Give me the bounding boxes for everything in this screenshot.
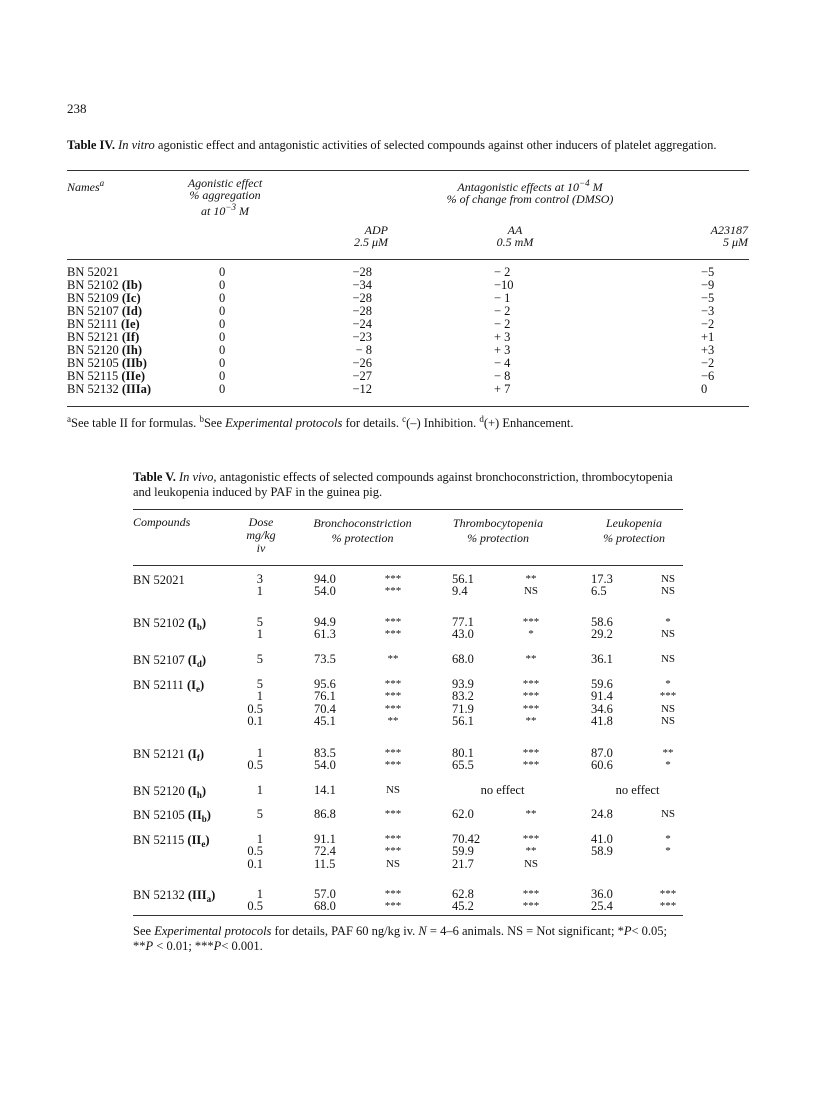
- table5-leuko-value: 24.8: [591, 807, 613, 821]
- table4-col-antagonistic: Antagonistic effects at $10^{-4}$ M % of change from control (DMSO): [446, 178, 614, 206]
- table4-a23187-value: +1: [701, 330, 715, 344]
- table5-thrombo-significance: *: [528, 628, 534, 641]
- table4-compound-name: BN 52120 (Ih): [67, 343, 143, 357]
- table4-adp-value: −24: [352, 317, 372, 331]
- table4-adp-value: −28: [352, 304, 372, 318]
- table5-dose-value: 5: [256, 677, 263, 691]
- table5-broncho-value: 72.4: [314, 844, 336, 859]
- table5-leuko-significance: NS: [660, 585, 676, 598]
- table5-leuko-significance: ***: [659, 900, 677, 913]
- table5-leuko-no-effect: no effect: [615, 783, 660, 797]
- table5-col-broncho: Bronchoconstriction % protection: [313, 516, 412, 545]
- table5-broncho-value: 91.1: [314, 832, 336, 846]
- table5-leuko-value: 58.9: [591, 844, 613, 859]
- table4-compound-name: BN 52132 (IIIa): [67, 382, 152, 396]
- table5-thrombo-value: 43.0: [452, 627, 474, 642]
- table5-leuko-value: 60.6: [591, 758, 613, 773]
- table5-thrombo-value: 62.0: [452, 807, 474, 821]
- table5-broncho-significance: ***: [384, 900, 402, 913]
- table5-compound-name: BN 52021: [133, 573, 185, 587]
- table5-leuko-significance: NS: [660, 808, 676, 820]
- table4-bottom-rule: [67, 406, 749, 407]
- table5-thrombo-significance: ***: [522, 900, 540, 913]
- table5-dose-value: 3: [256, 572, 263, 586]
- table5-col-thrombo: Thrombocytopenia % protection: [452, 516, 544, 545]
- table5-leuko-significance: *: [665, 759, 671, 772]
- table5-compound-name: BN 52115 $(II_e)$: [133, 833, 210, 849]
- table4-caption-italic: In vitro: [118, 138, 155, 152]
- table5-compound-name: BN 52120 $(I_h)$: [133, 784, 207, 800]
- table4-adp-value: −28: [352, 265, 372, 279]
- table4-adp-value: −26: [352, 356, 372, 370]
- table4-compound-name: BN 52021: [67, 265, 119, 279]
- table5-caption-italic: In vivo,: [178, 470, 217, 484]
- table5-broncho-significance: ***: [384, 690, 402, 703]
- table4-a23187-value: 0: [701, 382, 708, 396]
- table5-dose-value: 1: [256, 832, 263, 846]
- table5-thrombo-value: 62.8: [452, 887, 474, 901]
- table4-top-rule: [67, 170, 749, 171]
- table5-broncho-significance: NS: [385, 784, 401, 796]
- table4-adp-value: −23: [352, 330, 372, 344]
- table5-leuko-value: 6.5: [591, 584, 607, 599]
- table4-adp-value: −27: [352, 369, 372, 383]
- table5-dose-value: 5: [256, 615, 263, 629]
- table5-thrombo-significance: **: [525, 573, 537, 585]
- table5-thrombo-value: 93.9: [452, 677, 474, 691]
- table4-aa-value: − 2: [494, 317, 511, 331]
- table5-leuko-significance: *: [665, 833, 671, 845]
- table5-broncho-significance: ***: [384, 678, 402, 690]
- table4-a23187-value: −3: [701, 304, 715, 318]
- table4-compound-name: BN 52107 (Id): [67, 304, 143, 318]
- table5-thrombo-no-effect: no effect: [480, 783, 525, 797]
- table5-leuko-value: 41.8: [591, 713, 613, 728]
- table5-thrombo-value: 56.1: [452, 572, 474, 586]
- table4-adp-value: −12: [352, 382, 372, 396]
- table5-broncho-value: 73.5: [314, 652, 336, 666]
- table4-agonistic-value: 0: [219, 265, 226, 279]
- table5-thrombo-significance: **: [525, 714, 537, 727]
- table5-footnote: See Experimental protocols for details, PAF 60 ng/kg iv. N = 4–6 animals. NS = Not significant; *P< 0.05; **P < 0.01; ***P< 0.001.: [133, 924, 668, 953]
- table5-broncho-significance: ***: [384, 888, 402, 900]
- table5-compound-name: BN 52111 $(I_e)$: [133, 678, 205, 694]
- table5-broncho-significance: **: [387, 714, 399, 727]
- table5-dose-value: 0.5: [247, 899, 263, 914]
- table4-agonistic-value: 0: [219, 369, 226, 383]
- table4-aa-value: − 2: [494, 304, 511, 318]
- table5-compound-name: BN 52105 $(II_b)$: [133, 808, 211, 824]
- table5-broncho-value: 76.1: [314, 689, 336, 704]
- table4-compound-name: BN 52109 (Ic): [67, 291, 141, 305]
- table5-dose-value: 1: [256, 689, 263, 704]
- table4-agonistic-value: 0: [219, 291, 226, 305]
- table4-col-agonistic: Agonistic effect % aggregation at $10^{-3}$ M: [187, 176, 263, 218]
- table4-agonistic-value: 0: [219, 343, 226, 357]
- table4-a23187-value: +3: [701, 343, 715, 357]
- table5-leuko-significance: ***: [659, 690, 677, 703]
- table5-col-dose: Dose mg/kg iv: [246, 515, 276, 555]
- table5-thrombo-value: 65.5: [452, 758, 474, 773]
- table5-thrombo-significance: **: [525, 653, 537, 665]
- table5-thrombo-value: 56.1: [452, 713, 474, 728]
- table4-caption: [67, 138, 749, 153]
- table5-dose-value: 5: [256, 807, 263, 821]
- table5-broncho-value: 54.0: [314, 758, 336, 773]
- table4-a23187-value: −2: [701, 317, 715, 331]
- table5-leuko-value: 36.1: [591, 652, 613, 666]
- table5-thrombo-significance: ***: [522, 702, 540, 715]
- table4-a23187-value: −2: [701, 356, 715, 370]
- table5-thrombo-significance: NS: [523, 857, 539, 870]
- table4-subcol-a23187: A23187 5 μM: [710, 223, 748, 249]
- table5-leuko-significance: *: [665, 845, 671, 858]
- table4-compound-name: BN 52121 (If): [67, 330, 140, 344]
- table5-leuko-significance: **: [662, 747, 674, 759]
- table5-thrombo-value: 83.2: [452, 689, 474, 704]
- table5-dose-value: 0.1: [247, 713, 263, 728]
- table4-subcol-adp: ADP 2.5 μM: [353, 223, 388, 249]
- table5-leuko-value: 25.4: [591, 899, 613, 914]
- table4-compound-name: BN 52105 (IIb): [67, 356, 147, 370]
- table5-broncho-value: 94.9: [314, 615, 336, 629]
- table5-broncho-significance: ***: [384, 628, 402, 641]
- table4-aa-value: − 8: [494, 369, 511, 383]
- table5-leuko-value: 87.0: [591, 746, 613, 760]
- table5-compound-name: BN 52132 $(III_a)$: [133, 888, 216, 904]
- table5-broncho-significance: ***: [384, 616, 402, 628]
- table5-dose-value: 0.5: [247, 758, 263, 773]
- table5-broncho-significance: ***: [384, 573, 402, 585]
- table4-agonistic-value: 0: [219, 382, 226, 396]
- table4-aa-value: − 1: [494, 291, 511, 305]
- table5-leuko-value: 29.2: [591, 627, 613, 642]
- table4-a23187-value: −5: [701, 265, 715, 279]
- table5-leuko-value: 58.6: [591, 615, 613, 629]
- table5-broncho-value: 11.5: [314, 856, 336, 871]
- table5-thrombo-significance: ***: [522, 833, 540, 845]
- page-number: 238: [67, 101, 87, 116]
- table5-dose-value: 0.5: [247, 844, 263, 859]
- table5-broncho-value: 95.6: [314, 677, 336, 691]
- table5-leuko-value: 59.6: [591, 677, 613, 691]
- table4-agonistic-value: 0: [219, 317, 226, 331]
- table4-aa-value: + 3: [494, 343, 511, 357]
- table5-broncho-significance: ***: [384, 833, 402, 845]
- table4-a23187-value: −9: [701, 278, 715, 292]
- table5-broncho-significance: NS: [385, 857, 401, 870]
- table5-leuko-significance: NS: [660, 653, 676, 665]
- table5-leuko-significance: NS: [660, 573, 676, 585]
- table5-broncho-value: 94.0: [314, 572, 336, 586]
- table4-caption-label: Table IV.: [67, 138, 115, 152]
- table5-col-leuko: Leukopenia % protection: [603, 516, 665, 545]
- table5-broncho-significance: ***: [384, 747, 402, 759]
- table4-compound-name: BN 52111 (Ie): [67, 317, 140, 331]
- table4-aa-value: −10: [494, 278, 514, 292]
- table5-bottom-rule: [133, 915, 683, 916]
- table5-broncho-value: 14.1: [314, 783, 336, 797]
- table5-thrombo-significance: ***: [522, 759, 540, 772]
- table4-aa-value: + 7: [494, 382, 511, 396]
- table5-leuko-significance: ***: [659, 888, 677, 900]
- table5-leuko-significance: NS: [660, 702, 676, 715]
- table5-col-compounds: Compounds: [133, 515, 191, 529]
- table5-leuko-value: 36.0: [591, 887, 613, 901]
- table5-compound-name: BN 52102 $(I_b)$: [133, 616, 207, 632]
- table5-thrombo-significance: **: [525, 808, 537, 820]
- table4-compound-name: BN 52115 (IIe): [67, 369, 146, 383]
- table4-subcol-aa: AA 0.5 mM: [496, 223, 534, 249]
- table5-thrombo-value: 68.0: [452, 652, 474, 666]
- table5-leuko-value: 91.4: [591, 689, 613, 704]
- table5-leuko-value: 34.6: [591, 701, 613, 716]
- table5-dose-value: 1: [256, 887, 263, 901]
- table5-top-rule: [133, 509, 683, 510]
- table5-thrombo-significance: **: [525, 845, 537, 858]
- table5-thrombo-value: 77.1: [452, 615, 474, 629]
- table5-leuko-significance: NS: [660, 628, 676, 641]
- table4-adp-value: −28: [352, 291, 372, 305]
- table4-compound-name: BN 52102 (Ib): [67, 278, 143, 292]
- table4-caption-text: agonistic effect and antagonistic activities of selected compounds against other inducers of platelet aggregation.: [157, 138, 717, 152]
- table5-leuko-significance: *: [665, 678, 671, 690]
- table5-broncho-significance: ***: [384, 585, 402, 598]
- table5-thrombo-significance: ***: [522, 678, 540, 690]
- table5-caption-text: antagonistic effects of selected compounds against bronchoconstriction, thrombocytopenia and leukopenia induced by PAF in the guinea pig.: [133, 470, 673, 499]
- table5-broncho-value: 83.5: [314, 746, 336, 760]
- table4-adp-value: −34: [352, 278, 372, 292]
- table5-thrombo-value: 21.7: [452, 856, 474, 871]
- table4-aa-value: + 3: [494, 330, 511, 344]
- table5-dose-value: 5: [256, 652, 263, 666]
- table4-footnote: $^a$See table II for formulas. $^b$See Experimental protocols for details. $^c$(–) Inhibition. $^d$(+) Enhancement.: [67, 414, 574, 430]
- table5-broncho-significance: ***: [384, 759, 402, 772]
- table5-caption: [133, 470, 683, 500]
- table5-broncho-significance: **: [387, 653, 399, 665]
- table5-leuko-significance: *: [665, 616, 671, 628]
- table5-thrombo-significance: ***: [522, 690, 540, 703]
- table5-dose-value: 1: [256, 746, 263, 760]
- table5-thrombo-value: 59.9: [452, 844, 474, 859]
- table4-agonistic-value: 0: [219, 356, 226, 370]
- table5-leuko-significance: NS: [660, 714, 676, 727]
- table5-thrombo-significance: ***: [522, 888, 540, 900]
- table5-broncho-significance: ***: [384, 845, 402, 858]
- table5-thrombo-significance: ***: [522, 616, 540, 628]
- table5-header-rule: [133, 565, 683, 566]
- table5-thrombo-significance: ***: [522, 747, 540, 759]
- table5-broncho-value: 45.1: [314, 713, 336, 728]
- table4-header-rule: [67, 259, 749, 260]
- table5-caption-label: Table V.: [133, 470, 176, 484]
- table5-dose-value: 1: [256, 584, 263, 599]
- table4-a23187-value: −5: [701, 291, 715, 305]
- table5-thrombo-value: 45.2: [452, 899, 474, 914]
- table5-compound-name: BN 52121 $(I_f)$: [133, 747, 205, 763]
- table5-thrombo-significance: NS: [523, 585, 539, 598]
- table5-thrombo-value: 71.9: [452, 701, 474, 716]
- table4-agonistic-value: 0: [219, 330, 226, 344]
- table4-a23187-value: −6: [701, 369, 715, 383]
- table4-adp-value: − 8: [355, 343, 372, 357]
- table5-broncho-value: 68.0: [314, 899, 336, 914]
- table5-broncho-value: 70.4: [314, 701, 336, 716]
- table5-broncho-value: 61.3: [314, 627, 336, 642]
- table4-col-names: Names$^a$: [67, 178, 105, 194]
- table5-compound-name: BN 52107 $(I_d)$: [133, 653, 207, 669]
- table5-broncho-value: 57.0: [314, 887, 336, 901]
- table5-broncho-significance: ***: [384, 702, 402, 715]
- table5-dose-value: 0.5: [247, 701, 263, 716]
- table4-agonistic-value: 0: [219, 304, 226, 318]
- table5-leuko-value: 41.0: [591, 832, 613, 846]
- table5-thrombo-value: 80.1: [452, 746, 474, 760]
- table5-dose-value: 1: [256, 783, 263, 797]
- table5-thrombo-value: 70.42: [452, 832, 481, 846]
- table4-aa-value: − 4: [494, 356, 511, 370]
- table4-agonistic-value: 0: [219, 278, 226, 292]
- table5-dose-value: 0.1: [247, 856, 263, 871]
- table5-broncho-significance: ***: [384, 808, 402, 820]
- table5-dose-value: 1: [256, 627, 263, 642]
- table4-aa-value: − 2: [494, 265, 511, 279]
- table5-broncho-value: 86.8: [314, 807, 336, 821]
- table5-leuko-value: 17.3: [591, 572, 613, 586]
- table5-broncho-value: 54.0: [314, 584, 336, 599]
- table5-thrombo-value: 9.4: [452, 584, 468, 599]
